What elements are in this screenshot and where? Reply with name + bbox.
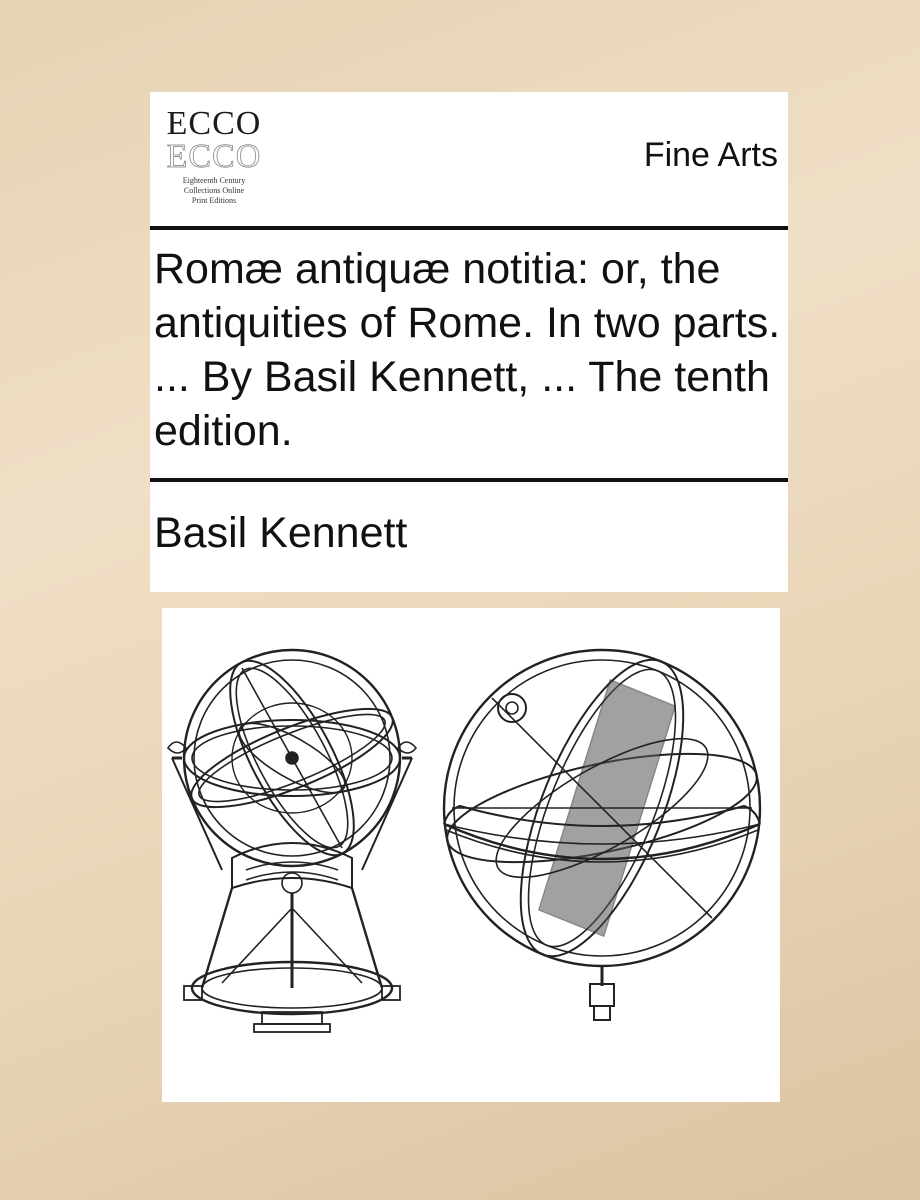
logo-caption-line: Collections Online: [183, 186, 245, 195]
logo-caption-line: Eighteenth Century: [182, 176, 246, 185]
series-label: Fine Arts: [643, 136, 778, 174]
armillary-sphere-stand-icon: [168, 644, 416, 1032]
book-author: Basil Kennett: [154, 509, 408, 557]
cover-label: [150, 92, 788, 592]
bottom-rule: [150, 478, 788, 482]
logo-caption: [164, 176, 264, 206]
logo-caption-line: Print Editions: [191, 196, 237, 205]
cover-illustration: [162, 608, 780, 1102]
logo-mark: ECCO: [166, 105, 262, 142]
armillary-sphere-hemisphere-icon: [438, 639, 765, 1020]
top-rule: [150, 226, 788, 230]
logo-mark-echo: ECCO: [166, 138, 262, 175]
book-title: Romæ antiquæ notitia: or, the antiquities of Rome. In two parts. ... By Basil Kennett, ... The tenth edition.: [154, 245, 781, 455]
ecco-logo: [164, 106, 264, 218]
